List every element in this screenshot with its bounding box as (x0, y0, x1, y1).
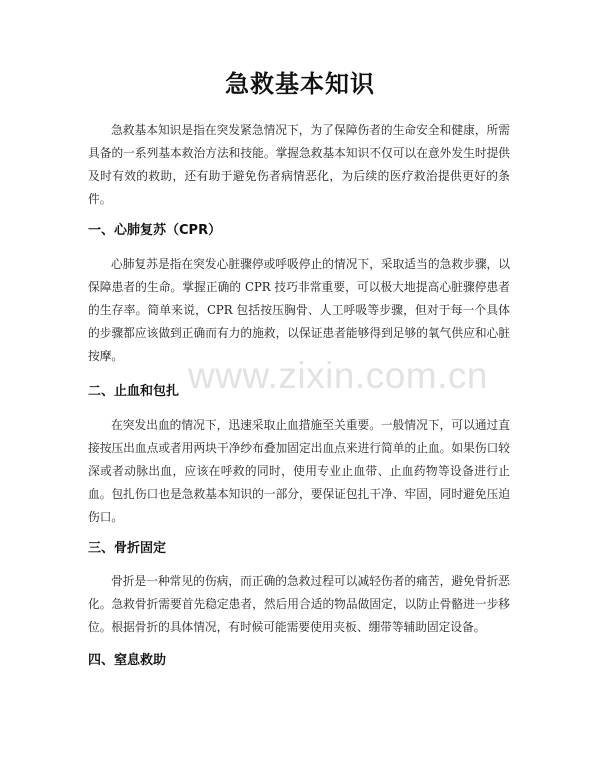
intro-paragraph: 急救基本知识是指在突发紧急情况下，为了保障伤者的生命安全和健康，所需具备的一系列基本救治方法和技能。掌握急救基本知识不仅可以在意外发生时提供及时有效的救助，还有助于避免伤者病情恶化，为后续的医疗救治提供更好的条件。 (88, 123, 510, 206)
section-body-bleeding: 在突发出血的情况下，迅速采取止血措施至关重要。一般情况下，可以通过直接按压出血点或者用两块干净纱布叠加固定出血点来进行简单的止血。如果伤口较深或者动脉出血，应该在呼救的同时，使用专业止血带、止血药物等设备进行止血。包扎伤口也是急救基本知识的一部分，要保证包扎干净、牢固，同时避免压迫伤口。 (88, 418, 510, 524)
section-body-cpr: 心肺复苏是指在突发心脏骤停或呼吸停止的情况下，采取适当的急救步骤，以保障患者的生命。掌握正确的 CPR 技巧非常重要，可以极大地提高心脏骤停患者的生存率。简单来说，CPR 包括按压胸骨、人工呼吸等步骤，但对于每一个具体的步骤都应该做到正确而有力的施救，以保证患者能够得到足够的氧气供应和心脏按摩。 (88, 257, 510, 363)
section-heading-choking: 四、窒息救助 (88, 653, 167, 668)
document-title: 急救基本知识 (225, 70, 375, 98)
section-heading-bleeding: 二、止血和包扎 (88, 384, 180, 399)
watermark: www.zixin.com.cn (188, 355, 488, 396)
section-heading-fracture: 三、骨折固定 (88, 541, 167, 556)
section-heading-cpr: 一、心肺复苏（CPR） (88, 223, 222, 238)
section-body-fracture: 骨折是一种常见的伤病，而正确的急救过程可以减轻伤者的痛苦，避免骨折恶化。急救骨折需要首先稳定患者，然后用合适的物品做固定，以防止骨骼进一步移位。根据骨折的具体情况，有时候可能需要使用夹板、绷带等辅助固定设备。 (88, 574, 510, 634)
